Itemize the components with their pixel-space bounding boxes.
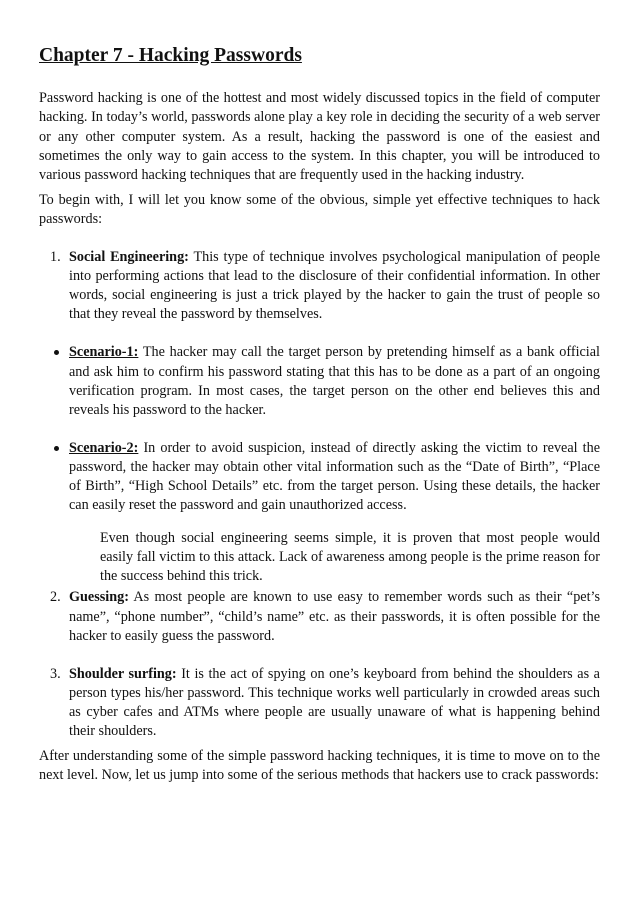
scenario-label: Scenario-2: <box>69 439 139 456</box>
list-number: 1. <box>50 249 61 266</box>
scenario-label: Scenario-1: <box>69 344 139 361</box>
chapter-title: Chapter 7 - Hacking Passwords <box>39 45 302 66</box>
list-item-shoulder-surfing <box>39 665 600 741</box>
scenario-body <box>69 343 600 419</box>
list-item-body <box>69 665 600 741</box>
intro-paragraph: Password hacking is one of the hottest and most widely discussed topics in the field of computer hacking. In today’s world, passwords alone play a key role in deciding the security of a web server or any other computer system. As a result, hacking the password is one of the easiest and sometimes the only way to gain access to the system. In this chapter, you will be introduced to various password hacking techniques that are frequently used in the hacking industry. <box>39 90 600 183</box>
term-description: This type of technique involves psychological manipulation of people into performing actions that lead to the disclosure of their confidential information. In other words, social engineering is just a trick played by the hacker to gain the trust of people so that they reveal the password by themselves. <box>69 249 600 323</box>
term-label: Guessing: <box>69 589 129 606</box>
list-item-body <box>69 248 600 324</box>
document-page <box>39 44 600 785</box>
list-item-social-engineering <box>39 248 600 324</box>
scenario-bullet-1 <box>39 343 600 419</box>
list-number: 2. <box>50 589 61 606</box>
list-number: 3. <box>50 665 61 682</box>
term-label: Shoulder surfing: <box>69 665 177 682</box>
scenario-description: In order to avoid suspicion, instead of directly asking the victim to reveal the password, the hacker may obtain other vital information such as the “Date of Birth”, “Place of Birth”, “High School Details” etc. from the target person. Using these details, the hacker can easily reset the password and gain unauthorized access. <box>69 439 600 514</box>
scenario-bullet-2 <box>39 439 600 515</box>
term-description: It is the act of spying on one’s keyboard from behind the shoulders as a person types his/her password. This technique works well particularly in crowded areas such as cyber cafes and ATMs where people are usually unaware of what is happening behind their shoulders. <box>69 665 600 740</box>
closing-paragraph: After understanding some of the simple password hacking techniques, it is time to move on to the next level. Now, let us jump into some of the serious methods that hackers use to crack passwords: <box>39 748 600 784</box>
term-description: As most people are known to use easy to remember words such as their “pet’s name”, “phone number”, “child’s name” etc. as their passwords, it is often possible for the hacker to easily guess the password. <box>69 589 600 644</box>
bullet-dot-icon <box>54 446 59 451</box>
list-item-body <box>69 588 600 645</box>
bullet-dot-icon <box>54 350 59 355</box>
term-label: Social Engineering: <box>69 249 189 266</box>
scenario-body <box>69 439 600 515</box>
social-engineering-note: Even though social engineering seems simple, it is proven that most people would easily fall victim to this attack. Lack of awareness among people is the prime reason for the success behind this trick. <box>100 530 600 585</box>
list-item-guessing <box>39 588 600 645</box>
scenario-description: The hacker may call the target person by pretending himself as a bank official and ask him to confirm his password stating that this has to be done as a part of an ongoing verification program. In most cases, the target person on the other end believes this and reveals his password to the hacker. <box>69 344 600 418</box>
begin-paragraph: To begin with, I will let you know some of the obvious, simple yet effective techniques to hack passwords: <box>39 191 600 227</box>
